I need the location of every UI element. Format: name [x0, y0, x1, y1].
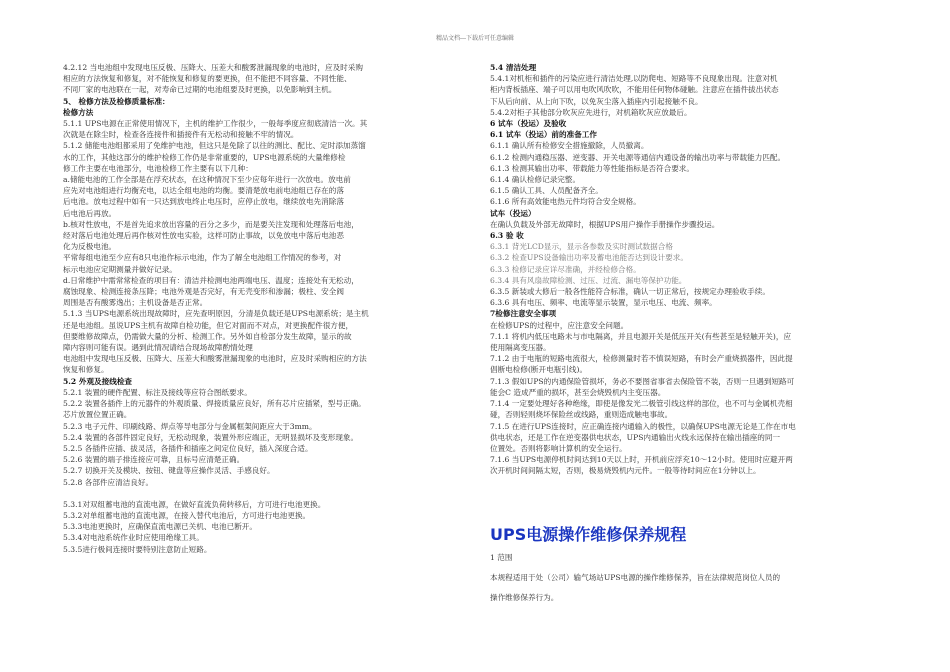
text-line: 还是电池组。虽说UPS主机有故障自检功能，但它对面而不对点，对更换配件很方便，	[63, 320, 354, 330]
text-line: 在确认负载及外部无故障时，根据UPS用户操作手册操作步骤投运。	[490, 219, 720, 229]
text-line: 修工作主要在电池部分，电池检修工作主要有以下几种：	[63, 163, 253, 173]
text-line: 腐蚀现象、检测连接条压降；电池外观是否完好，有无壳变形和渗漏；极柱、安全阀	[63, 287, 344, 297]
text-line: 后电池。放电过程中如有一只达到放电终止电压时，应停止放电，继续放电先消除落	[63, 197, 344, 207]
text-line: a.储能电池的工作全部是在浮充状态，在这种情况下至少应每年进行一次放电。放电前	[63, 175, 351, 185]
section-heading: 7检修注意安全事项	[490, 309, 557, 319]
text-line: 7.1.5 在进行UPS连接时，应正确连接内通输入的极性，以确保UPS电源无论是工作在市电	[490, 421, 796, 431]
text-line: 水的工作，其他这部分的维护检修工作仍是非常重要的，UPS电源系统的大量维修检	[63, 152, 346, 162]
text-line: 5.2.2 装置各插件上的元器件的外观质量、焊接质量应良好，所有芯片应插紧，型号正确。	[63, 399, 366, 409]
section-heading: 5.2 外观及接线检查	[63, 376, 133, 386]
text-line: 化为反极电池。	[63, 242, 117, 252]
text-line: 5.3.2对单组蓄电池的直流电源，在接入替代电池后，方可进行电池更换。	[63, 510, 311, 520]
text-line: 6.3.2 检查UPS设备输出功率及蓄电池能否达到设计要求。	[490, 253, 688, 263]
page-header: 精品文档---下载后可任意编辑	[435, 35, 515, 42]
text-line: 在检修UPS的过程中，应注意安全问题。	[490, 320, 629, 330]
text-line: 但要维修故障点，仍需做大量的分析、检测工作。另外如自检部分发生故障，显示的故	[63, 331, 352, 341]
text-line: 不同厂家的电池联在一起，对寿命已过期的电池组要及时更换，以免影响到主机。	[63, 85, 337, 95]
text-line: 相应的方法恢复和修复，对不能恢复和修复的要更换，但不能把不同容量、不同性能、	[63, 74, 352, 84]
section-heading: 检修方法	[63, 107, 94, 117]
text-line: 芯片放置位置正确。	[63, 410, 132, 420]
text-line: 7.1.4 一定要处理好各种绝缘，即使是像发光二极管引线这样的部位，也不可与金属机壳相	[490, 399, 793, 409]
text-line: 5.1.1 UPS电源在正常使用情况下，主机的维护工作很少，一般每季度应彻底清洁一次。其	[63, 119, 368, 129]
text-line: 7.1.6 当UPS电源停机时间达到10天以上时，开机前应浮充10～12小时。使用时应避开两	[490, 455, 793, 465]
text-line: 6.3.5 新装或大修后一般各性能符合标准，确认一切正常后，按规定办理验收手续。	[490, 287, 770, 297]
text-line: 7.1.1 将机内低压电路未与市电隔离，并且电源开关是低压开关(有些甚至是轻触开关)，应	[490, 331, 792, 341]
text-line: 6.1.2 检测内通稳压器、逆变器、开关电源等通信内通设备的输出功率与带载能力匹配。	[490, 152, 786, 162]
text-line: 电池组中发现电压反极、压降大、压差大和酸雾泄漏现象的电池时，应及时采购相应的方法	[63, 354, 367, 364]
text-line: 5.2.4 装置的各部件固定良好，无松动现象，装置外形应端正，无明显损坏及变形现象。	[63, 432, 359, 442]
text-line: 6.1.6 所有高效能电热元件均符合安全规格。	[490, 197, 641, 207]
text-line: 4.2.12 当电池组中发现电压反极、压降大、压差大和酸雾泄漏现象的电池时，应及时采购	[63, 63, 363, 72]
text-line: d.日常维护中需常常检查的项目有：清洁并检测电池两端电压、温度；连接处有无松动，	[63, 275, 359, 285]
spacer	[63, 488, 463, 499]
text-line: 次开机时间间隔太短，否则，极易烧毁机内元件。一般等待时间应在1分钟以上。	[490, 466, 761, 476]
document-title: UPS电源操作维修保养规程	[490, 525, 687, 544]
text-line: 5.2.3 电子元件、印刷线路、焊点等导电部分与金属框架间距应大于3mm。	[63, 421, 317, 431]
text-line: 5.1.3 当UPS电源系统出现故障时，应先查明原因，分清是负载还是UPS电源系统；是主机	[63, 309, 369, 319]
section-heading: 6.1 试车（投运）前的准备工作	[490, 130, 597, 140]
text-line: 7.1.2 由于电瓶的短路电流很大，检修测量时若不慎误短路，有时会产重烧损器件，因此提	[490, 354, 793, 364]
text-line: 使用隔离变压器。	[490, 343, 551, 353]
text-line: 5.4.1对机柜和插件的污染应进行清洁处理,以防爬电、短路等不良现象出现。注意对机	[490, 74, 778, 84]
scope-text-line: 本规程适用于处（公司）输气场站UPS电源的操作维修保养，旨在法律规范岗位人员的	[490, 573, 781, 582]
text-line: 柜内背板插座、端子可以用电吹风吹吹，不能用任何物体碰触。注意应在插件拔出状态	[490, 85, 779, 95]
text-line: 6.1.4 确认检修记录完整。	[490, 175, 581, 185]
text-line: 6.1.5 确认工具、人员配备齐全。	[490, 186, 603, 196]
section-heading: 6.3 验 收	[490, 231, 524, 241]
text-line: 5.2.6 装置的端子排连接应可靠，且标号应清楚正确。	[63, 455, 245, 465]
text-line: 次就是在除尘时，检查各连接件和插接件有无松动和接触不牢的情况。	[63, 130, 299, 140]
text-line: 5.3.1对双组蓄电池的直流电源，在做好直流负荷转移后，方可进行电池更换。	[63, 499, 326, 509]
section-heading: 5.4 清洁处理	[490, 63, 537, 72]
section-heading: 5、 检修方法及检修质量标准：	[63, 96, 170, 106]
text-line: 碰，否则轻则烧坏保险丝或线路，重则造成触电事故。	[490, 410, 673, 420]
text-line: 6.1.3 检测其输出功率、带载能力等性能指标是否符合要求。	[490, 163, 694, 173]
text-line: 位置处。否则将影响计算机的安全运行。	[490, 443, 627, 453]
text-line: 经对落后电池处理后再作核对性放电实验，这样可防止事故，以免放电中落后电池恶	[63, 231, 344, 241]
scope-heading: 1 范围	[490, 553, 513, 562]
text-line: 恢复和修复。	[63, 365, 109, 375]
text-line: 6.3.1 背光LCD显示，显示各参数及实时测试数据合格	[490, 242, 673, 252]
text-line: 标示电池应定期测量并做好记录。	[63, 264, 177, 274]
text-line: 应先对电池组进行均衡充电，以达全组电池的均衡。要清楚放电前电池组已存在的落	[63, 186, 344, 196]
text-line: 周围是否有酸雾逸出；主机设备是否正常。	[63, 298, 208, 308]
text-line: 5.2.8 各部件应清洁良好。	[63, 477, 154, 487]
left-column	[63, 62, 463, 555]
text-line: 5.1.2 储能电池组都采用了免维护电池，但这只是免除了以往的测比、配比、定时添加蒸馏	[63, 141, 366, 151]
section-heading: 6 试车（投运）及验收	[490, 119, 567, 129]
text-line: 下从后向前、从上向下吹，以免灰尘落入插座内引起接触不良。	[490, 96, 703, 106]
text-line: 能会C 造成严重的损坏，甚至会烧毁机内主变压器。	[490, 387, 666, 397]
text-line: 7.1.3 假如UPS的内通保险管损坏，务必不要图省事省去保险管不装，否则一旦遇到短路可	[490, 376, 795, 386]
right-column	[490, 62, 892, 477]
text-line: 6.3.3 检修记录应详尽准确，并经检修合格。	[490, 264, 641, 274]
text-line: 6.1.1 确认所有检修安全措施撤除，人员撤离。	[490, 141, 649, 151]
text-line: 5.3.4对电池系统作业时应使用绝缘工具。	[63, 533, 204, 543]
text-line: 6.3.6 具有电压、频率、电流等显示装置，显示电压、电流、频率。	[490, 298, 717, 308]
text-line: 5.2.7 切换开关及模块、按钮、键盘等应操作灵活、手感良好。	[63, 466, 275, 476]
text-line: 5.3.5进行极间连接时要特别注意防止短路。	[63, 544, 212, 554]
text-line: b.核对性放电，不是首先追求放出容量的百分之多少，而是要关注发现和处理落后电池，	[63, 219, 359, 229]
text-line: 5.2.5 各插件应插、拔灵活，各插件和插座之间定位良好，插入深度合适。	[63, 443, 313, 453]
text-line: 6.3.4 具有风扇故障检测、过压、过流、漏电等保护功能。	[490, 275, 687, 285]
text-line: 5.4.2对柜子其他部分吹灰应先进行，对机箱吹灰应放最后。	[490, 107, 692, 117]
document-bottom-section	[490, 520, 892, 608]
text-line: 5.2.1 装置的硬件配置、标注及接线等应符合图纸要求。	[63, 387, 252, 397]
text-line: 供电状态，还是工作在逆变器供电状态，UPS内通输出火线永远保持在输出插座的同一	[490, 432, 781, 442]
text-line: 平常每组电池至少应有8只电池作标示电池，作为了解全电池组工作情况的参考，对	[63, 253, 342, 263]
scope-text-line: 操作维修保养行为。	[490, 593, 559, 602]
text-line: 倡断电检修(断开电瓶引线)。	[490, 365, 588, 375]
text-line: 5.3.3电池更换时，应确保直流电源已关机、电池已断开。	[63, 522, 257, 532]
section-heading: 试车（投运）	[490, 208, 536, 218]
text-line: 障内容则可能有误。遇到此情况请结合现场故障酌情处理	[63, 343, 253, 353]
text-line: 后电池后再放。	[63, 208, 117, 218]
